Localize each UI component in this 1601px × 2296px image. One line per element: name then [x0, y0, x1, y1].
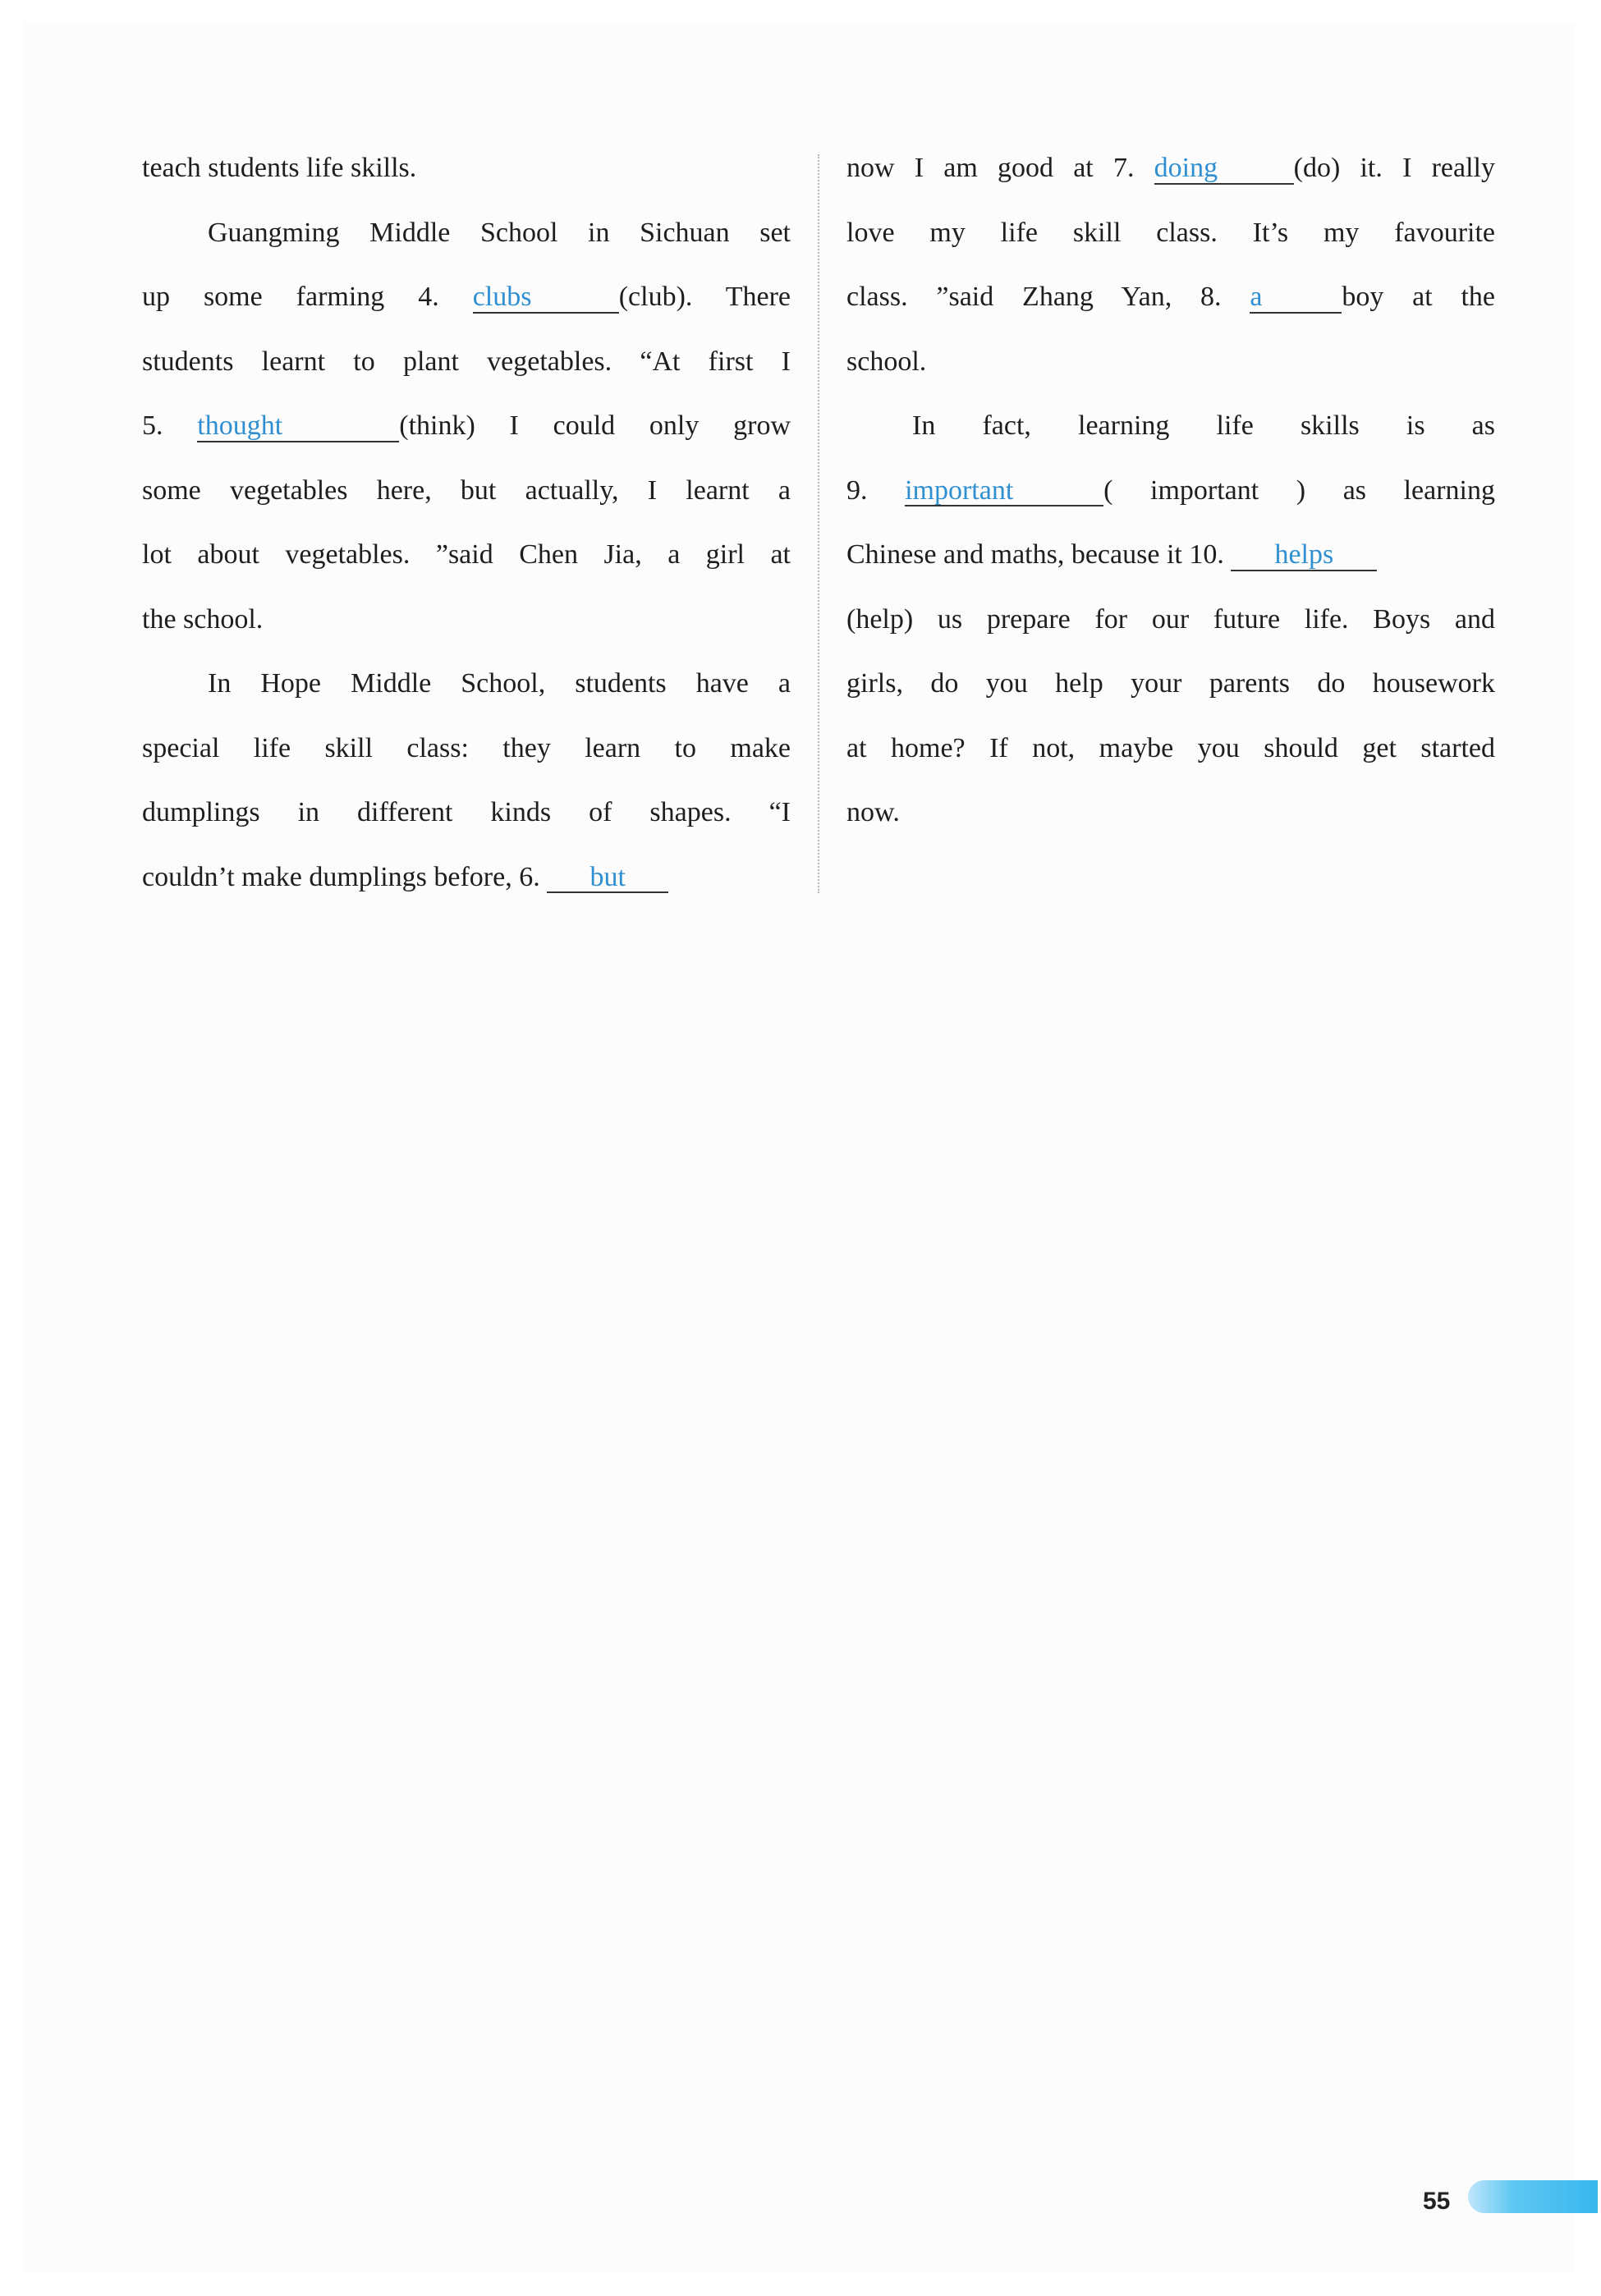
text-fragment: couldn’t make dumplings before, 6. — [142, 861, 548, 892]
page-tab-decoration — [1468, 2180, 1598, 2213]
paragraph-line: love my life skill class. It’s my favourite — [846, 217, 1495, 248]
answer-blank-9: important — [905, 476, 1103, 507]
paragraph-line: In Hope Middle School, students have a — [208, 668, 791, 699]
answer-blank-10: helps — [1231, 540, 1377, 571]
right-column — [846, 136, 1495, 846]
paragraph-line — [142, 846, 791, 910]
text-fragment: 9. — [846, 474, 906, 506]
answer-blank-4: clubs — [473, 282, 619, 314]
paragraph-line: (help) us prepare for our future life. Boys and — [846, 603, 1495, 635]
column-divider — [818, 154, 819, 893]
answer-blank-5: thought — [197, 411, 399, 442]
paragraph-line: the school. — [142, 603, 264, 635]
paragraph-line: students learnt to plant vegetables. “At first I — [142, 346, 791, 377]
paragraph-line — [846, 459, 1495, 524]
paragraph-line: teach students life skills. — [142, 153, 417, 183]
text-fragment: boy at the — [1342, 282, 1495, 312]
text-fragment: (think) I could only grow — [399, 410, 791, 441]
paragraph-line: now. — [846, 797, 900, 827]
paragraph-line: special life skill class: they learn to make — [142, 732, 791, 763]
paragraph-line — [142, 265, 791, 330]
paragraph-line: Guangming Middle School in Sichuan set — [208, 217, 791, 248]
answer-blank-6: but — [547, 863, 668, 894]
left-column — [142, 136, 791, 910]
text-fragment: ( important ) as learning — [1103, 474, 1496, 506]
paragraph-line — [846, 136, 1495, 201]
paragraph-line: dumplings in different kinds of shapes. “I — [142, 797, 791, 827]
text-fragment: (club). There — [618, 282, 791, 312]
worksheet-page — [23, 23, 1575, 2272]
answer-blank-7: doing — [1154, 154, 1294, 185]
paragraph-line: some vegetables here, but actually, I learnt a — [142, 474, 791, 506]
paragraph-line: at home? If not, maybe you should get started — [846, 732, 1495, 763]
paragraph-line — [142, 394, 791, 459]
paragraph-line: lot about vegetables. ”said Chen Jia, a girl at — [142, 539, 791, 570]
text-fragment: up some farming 4. — [142, 282, 473, 312]
paragraph-line — [846, 265, 1495, 330]
answer-blank-8: a — [1250, 282, 1342, 314]
page-number: 55 — [1423, 2188, 1451, 2215]
text-fragment: now I am good at 7. — [846, 153, 1154, 183]
paragraph-line: school. — [846, 346, 927, 377]
paragraph-line — [846, 523, 1495, 588]
text-fragment: Chinese and maths, because it 10. — [846, 539, 1232, 570]
paragraph-line: In fact, learning life skills is as — [912, 410, 1495, 441]
text-fragment: 5. — [142, 410, 198, 441]
paragraph-line: girls, do you help your parents do housework — [846, 668, 1495, 699]
text-fragment: (do) it. I really — [1293, 153, 1495, 183]
text-fragment: class. ”said Zhang Yan, 8. — [846, 282, 1250, 312]
